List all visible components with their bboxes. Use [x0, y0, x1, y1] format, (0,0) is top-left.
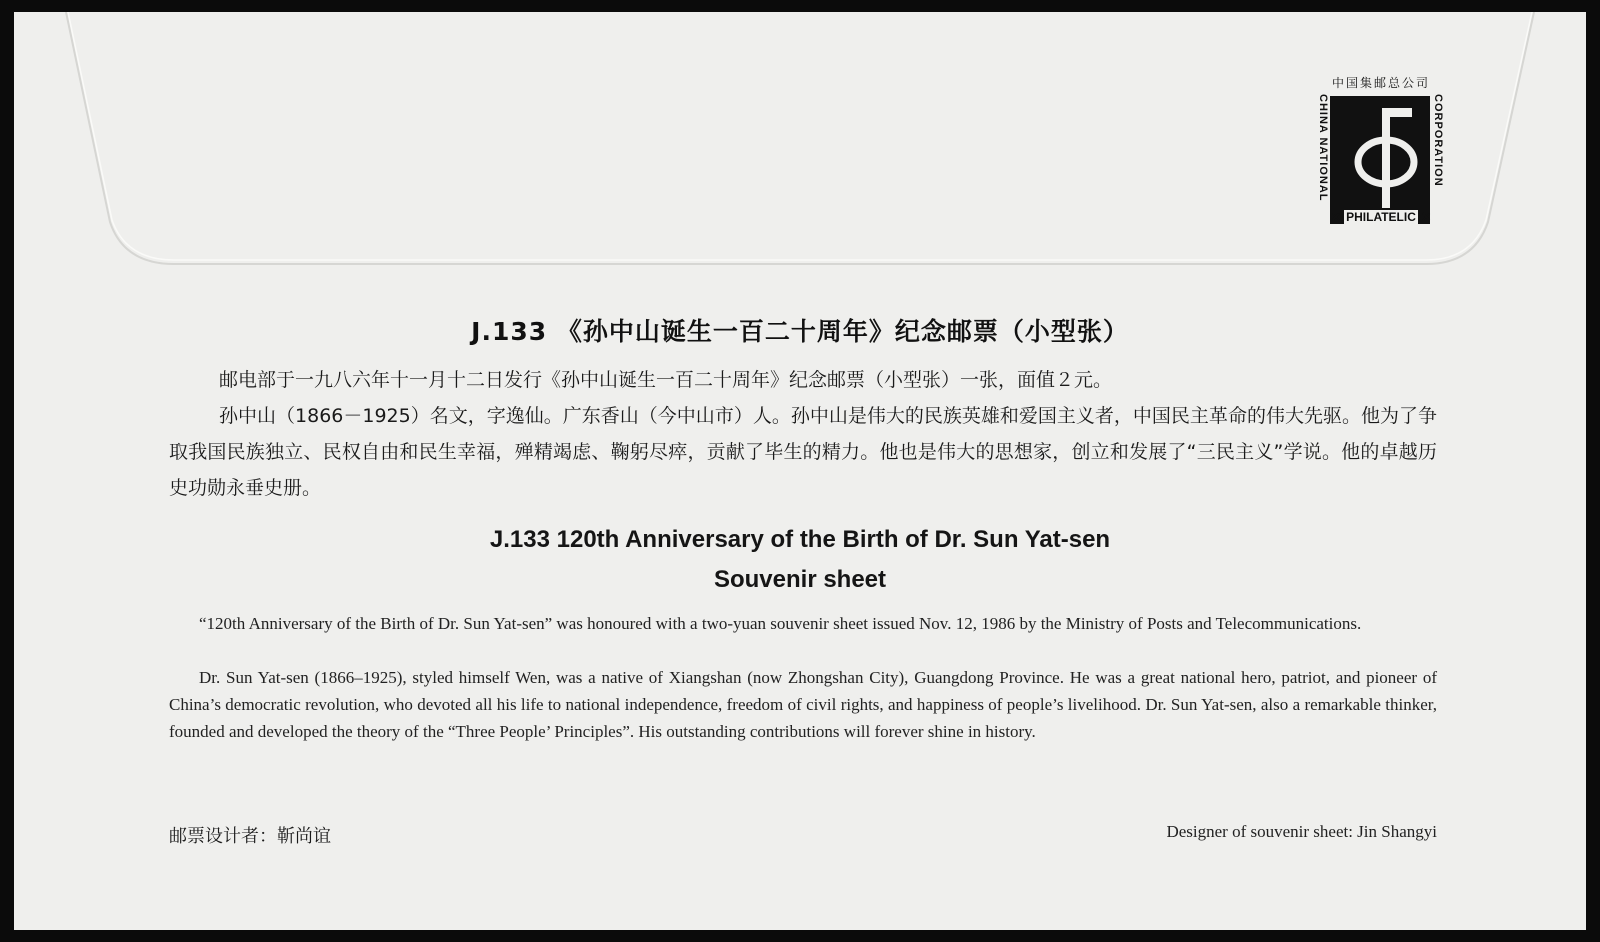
logo-bottom-label — [1316, 210, 1446, 224]
envelope-back — [14, 12, 1586, 930]
chinese-paragraph-issue: 邮电部于一九八六年十一月十二日发行《孙中山诞生一百二十周年》纪念邮票（小型张）一张，面值２元。 — [219, 369, 1113, 391]
designer-chinese: 邮票设计者：靳尚谊 — [169, 826, 331, 847]
logo-ornament-icon: ✕ — [1421, 210, 1432, 224]
english-title: J.133 120th Anniversary of the Birth of Dr. Sun Yat-sen — [489, 526, 1111, 553]
chinese-title: J.133 《孙中山诞生一百二十周年》纪念邮票（小型张） — [471, 317, 1129, 346]
philatelic-corporation-logo — [1316, 64, 1446, 234]
english-subtitle: Souvenir sheet — [713, 566, 887, 593]
logo-chinese-name: 中国集邮总公司 — [1331, 76, 1430, 90]
logo-emblem — [1330, 96, 1430, 224]
english-paragraph-biography: Dr. Sun Yat-sen (1866–1925), styled himself Wen, was a native of Xiangshan (now Zhongshan City), Guangdong Province. He was a great national hero, patriot, and pioneer of China’s democratic revolution, who devoted all his life to national independence, freedom of civil rights, and happiness of people’s livelihood. Dr. Sun Yat-sen, also a remarkable thinker, founded and developed the theory of the “Three People’ Principles”. His outstanding contributions will forever shine in history. — [169, 668, 1437, 741]
logo-ornament-icon: ✕ — [1330, 210, 1341, 224]
phi-emblem-icon — [1330, 96, 1430, 224]
logo-right-text: CORPORATION — [1432, 94, 1444, 187]
english-paragraph-issue: “120th Anniversary of the Birth of Dr. Sun Yat-sen” was honoured with a two-yuan souvenir sheet issued Nov. 12, 1986 by the Ministry of Posts and Telecommunications. — [199, 614, 1362, 633]
logo-left-text: CHINA NATIONAL — [1317, 94, 1329, 202]
chinese-paragraph-biography: 孙中山（1866－1925）名文，字逸仙。广东香山（今中山市）人。孙中山是伟大的民族英雄和爱国主义者，中国民主革命的伟大先驱。他为了争取我国民族独立、民权自由和民生幸福，殚精竭虑、鞠躬尽瘁，贡献了毕生的精力。他也是伟大的思想家，创立和发展了“三民主义”学说。他的卓越历史功勋永垂史册。 — [169, 405, 1437, 499]
logo-bottom-text: PHILATELIC — [1346, 210, 1416, 224]
designer-english: Designer of souvenir sheet: Jin Shangyi — [1166, 822, 1437, 841]
